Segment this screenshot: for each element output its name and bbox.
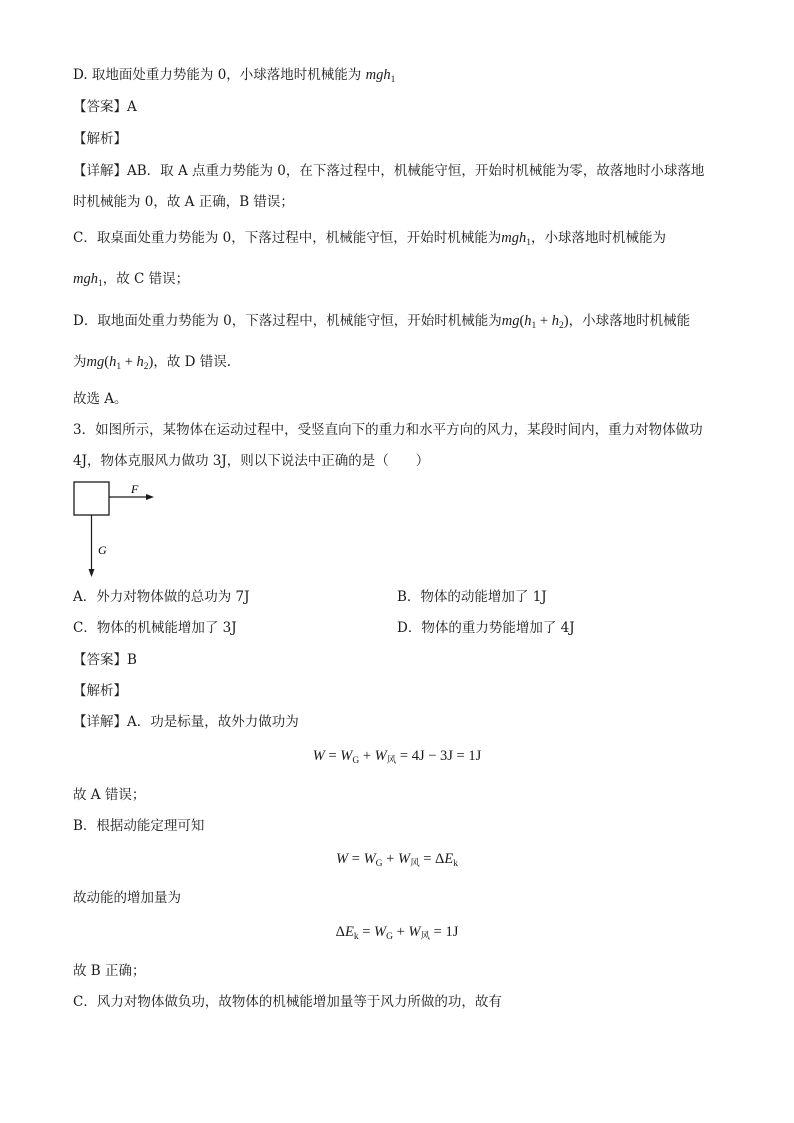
math-mg-h1-h2: $mg(h_1 + h_2)$ xyxy=(86,354,154,372)
answer-label-q3: 【答案】B xyxy=(73,652,137,668)
detail-line-2: 时机械能为 0，故 A 正确，B 错误； xyxy=(73,194,294,210)
q3-stem-line-1: 3．如图所示，某物体在运动过程中，受竖直向下的重力和水平方向的风力，某段时间内，重力对物体做功 xyxy=(73,422,703,438)
conclusion-prev: 故选 A。 xyxy=(73,391,128,407)
math-mgh1: mgh$_1$ xyxy=(501,230,531,248)
equation-total-work: $W = W_G + W_风 = 4J - 3J = 1J$ xyxy=(312,748,482,766)
option-a: A．外力对物体做的总功为 7J xyxy=(73,589,250,605)
d-line-1: D．取地面处重力势能为 0，下落过程中，机械能守恒，开始时机械能为$mg(h_1 + h_2)$，小球落地时机械能 xyxy=(73,313,691,331)
math-mgh1: mgh$_1$ xyxy=(73,271,103,289)
c-line-1: C．取桌面处重力势能为 0，下落过程中，机械能守恒，开始时机械能为mgh$_1$，小球落地时机械能为 xyxy=(73,230,666,248)
detail-a-line: 【详解】A．功是标量，故外力做功为 xyxy=(73,714,299,730)
option-b: B．物体的动能增加了 1J xyxy=(397,589,547,605)
math-mg-h1-h2: $mg(h_1 + h_2)$ xyxy=(501,313,569,331)
detail-line-1: 【详解】AB．取 A 点重力势能为 0，在下落过程中，机械能守恒，开始时机械能为零，故落地时小球落地 xyxy=(73,163,705,179)
c-line-2: mgh$_1$，故 C 错误； xyxy=(73,271,190,289)
wind-force-arrowhead xyxy=(146,494,154,500)
q3-stem-line-2: 4J，物体克服风力做功 3J，则以下说法中正确的是（ ） xyxy=(73,453,430,469)
b-intro: B．根据动能定理可知 xyxy=(73,818,205,834)
option-d: D．物体的重力势能增加了 4J xyxy=(397,620,575,636)
analysis-label-prev: 【解析】 xyxy=(73,131,127,147)
d-line-2: 为$mg(h_1 + h_2)$，故 D 错误. xyxy=(73,354,232,372)
force-diagram xyxy=(70,478,170,582)
equation-kinetic-theorem: $W = W_G + W_风 = \Delta E_k$ xyxy=(336,851,458,869)
c-intro: C．风力对物体做负功，故物体的机械能增加量等于风力所做的功，故有 xyxy=(73,994,502,1010)
kinetic-intro: 故动能的增加量为 xyxy=(73,890,181,906)
force-label-f: F xyxy=(131,482,139,496)
answer-label-prev: 【答案】A xyxy=(73,99,137,115)
analysis-label-q3: 【解析】 xyxy=(73,683,127,699)
math-mgh1: mgh$_1$ xyxy=(365,67,396,85)
option-c: C．物体的机械能增加了 3J xyxy=(73,620,237,636)
b-conclusion: 故 B 正确； xyxy=(73,963,146,979)
a-conclusion: 故 A 错误； xyxy=(73,787,146,803)
option-d-prev: D. 取地面处重力势能为 0，小球落地时机械能为 mgh$_1$ xyxy=(73,67,396,85)
equation-kinetic-increase: $\Delta E_k = W_G + W_风 = 1J$ xyxy=(335,924,459,942)
force-label-g: G xyxy=(98,543,107,557)
gravity-arrowhead xyxy=(89,569,95,577)
object-box xyxy=(74,482,109,515)
